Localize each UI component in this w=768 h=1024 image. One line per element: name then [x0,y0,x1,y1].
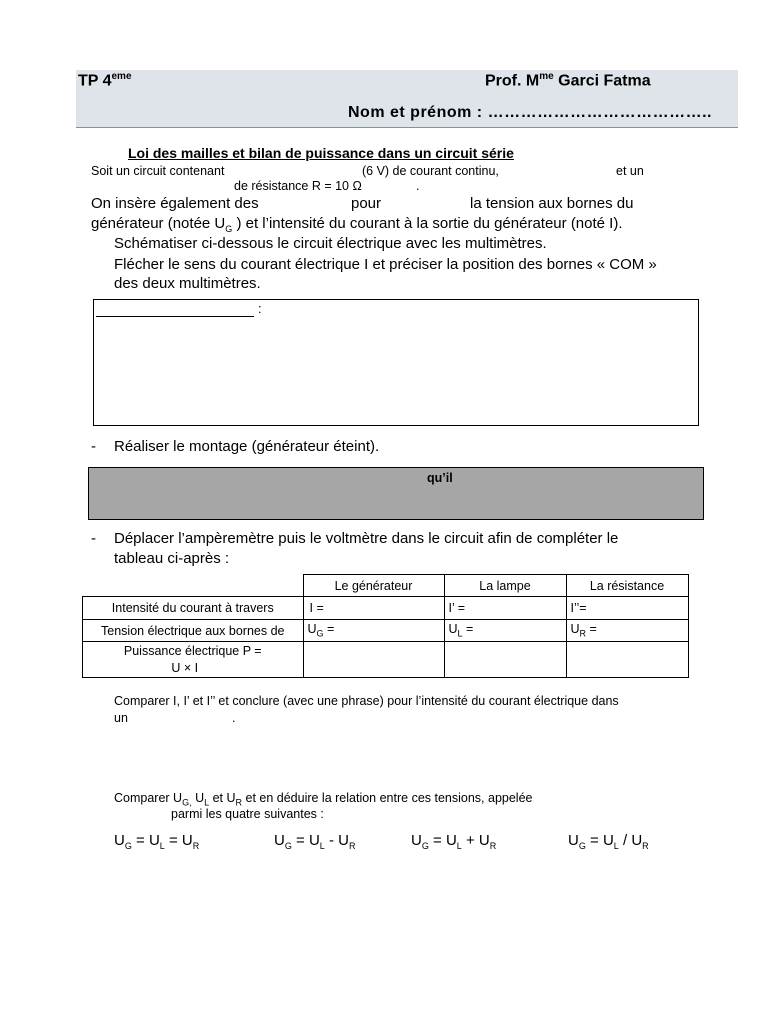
measurement-table [82,574,689,678]
paragraph-text: la tension aux bornes du [470,195,634,212]
question-text: Comparer I, I’ et I’’ et conclure (avec une phrase) pour l’intensité du courant électrique dans [114,694,619,708]
paragraph-text: pour [351,195,382,212]
equation-option[interactable]: $U_G = U_L = U_R$ [114,832,200,851]
schematic-label-colon: : [258,301,262,316]
table-row-label: Intensité du courant à travers [83,597,304,620]
list-bullet: - [91,438,96,455]
table-cell[interactable]: I = [303,597,444,620]
table-cell[interactable] [303,642,444,678]
tp-label: TP 4eme [78,71,132,90]
safety-note-text: qu’il [427,471,453,485]
table-header: La résistance [566,575,688,597]
table-cell[interactable] [566,642,688,678]
table-row-label: Puissance électrique P = U × I [83,642,304,678]
table-row-label: Tension électrique aux bornes de [83,620,304,642]
instruction-text: tableau ci-après : [114,550,230,567]
student-name-field: Nom et prénom : ………………………………….. [348,104,712,121]
intro-text: de résistance R = 10 Ω [234,179,362,193]
safety-note-box [88,467,704,520]
intro-text: (6 V) de courant continu, [362,164,499,178]
intro-text: et un [616,164,644,178]
instruction-text: Déplacer l’ampèremètre puis le voltmètre dans le circuit afin de compléter le [114,530,619,547]
paragraph-text: On insère également des [91,195,259,212]
intro-text: Soit un circuit contenant [91,164,225,178]
instruction-text: Schématiser ci-dessous le circuit électrique avec les multimètres. [114,235,547,252]
table-cell[interactable]: $U_R$ = [566,620,688,642]
table-cell[interactable]: $U_G$ = [303,620,444,642]
paragraph-text: générateur (notée $U_G$ ) et l’intensité du courant à la sortie du générateur (noté I). [91,215,623,234]
question-text: Comparer $U_{G,}$ $U_L$ et $U_R$ et en déduire la relation entre ces tensions, appelée [114,791,533,808]
intro-text: . [416,179,420,193]
instruction-text: Flécher le sens du courant électrique I et préciser la position des bornes « COM » [114,256,657,273]
table-cell[interactable] [444,642,566,678]
schematic-label-line [96,316,254,317]
equation-option[interactable]: $U_G = U_L / U_R$ [568,832,649,851]
question-text: . [232,711,236,725]
table-cell[interactable]: I’’= [566,597,688,620]
table-header: Le générateur [303,575,444,597]
teacher-name: Prof. $M^{me}$ Garci Fatma [485,71,651,90]
page-title: Loi des mailles et bilan de puissance dans un circuit série [128,145,514,161]
table-header: La lampe [444,575,566,597]
instruction-text: des deux multimètres. [114,275,261,292]
question-text: un [114,711,128,725]
list-bullet: - [91,530,96,547]
schematic-drawing-box[interactable] [93,299,699,426]
equation-option[interactable]: $U_G = U_L - U_R$ [274,832,356,851]
question-text: parmi les quatre suivantes : [171,807,324,821]
table-cell[interactable]: I’ = [444,597,566,620]
equation-option[interactable]: $U_G = U_L + U_R$ [411,832,497,851]
table-cell[interactable]: $U_L$ = [444,620,566,642]
instruction-text: Réaliser le montage (générateur éteint). [114,438,380,455]
